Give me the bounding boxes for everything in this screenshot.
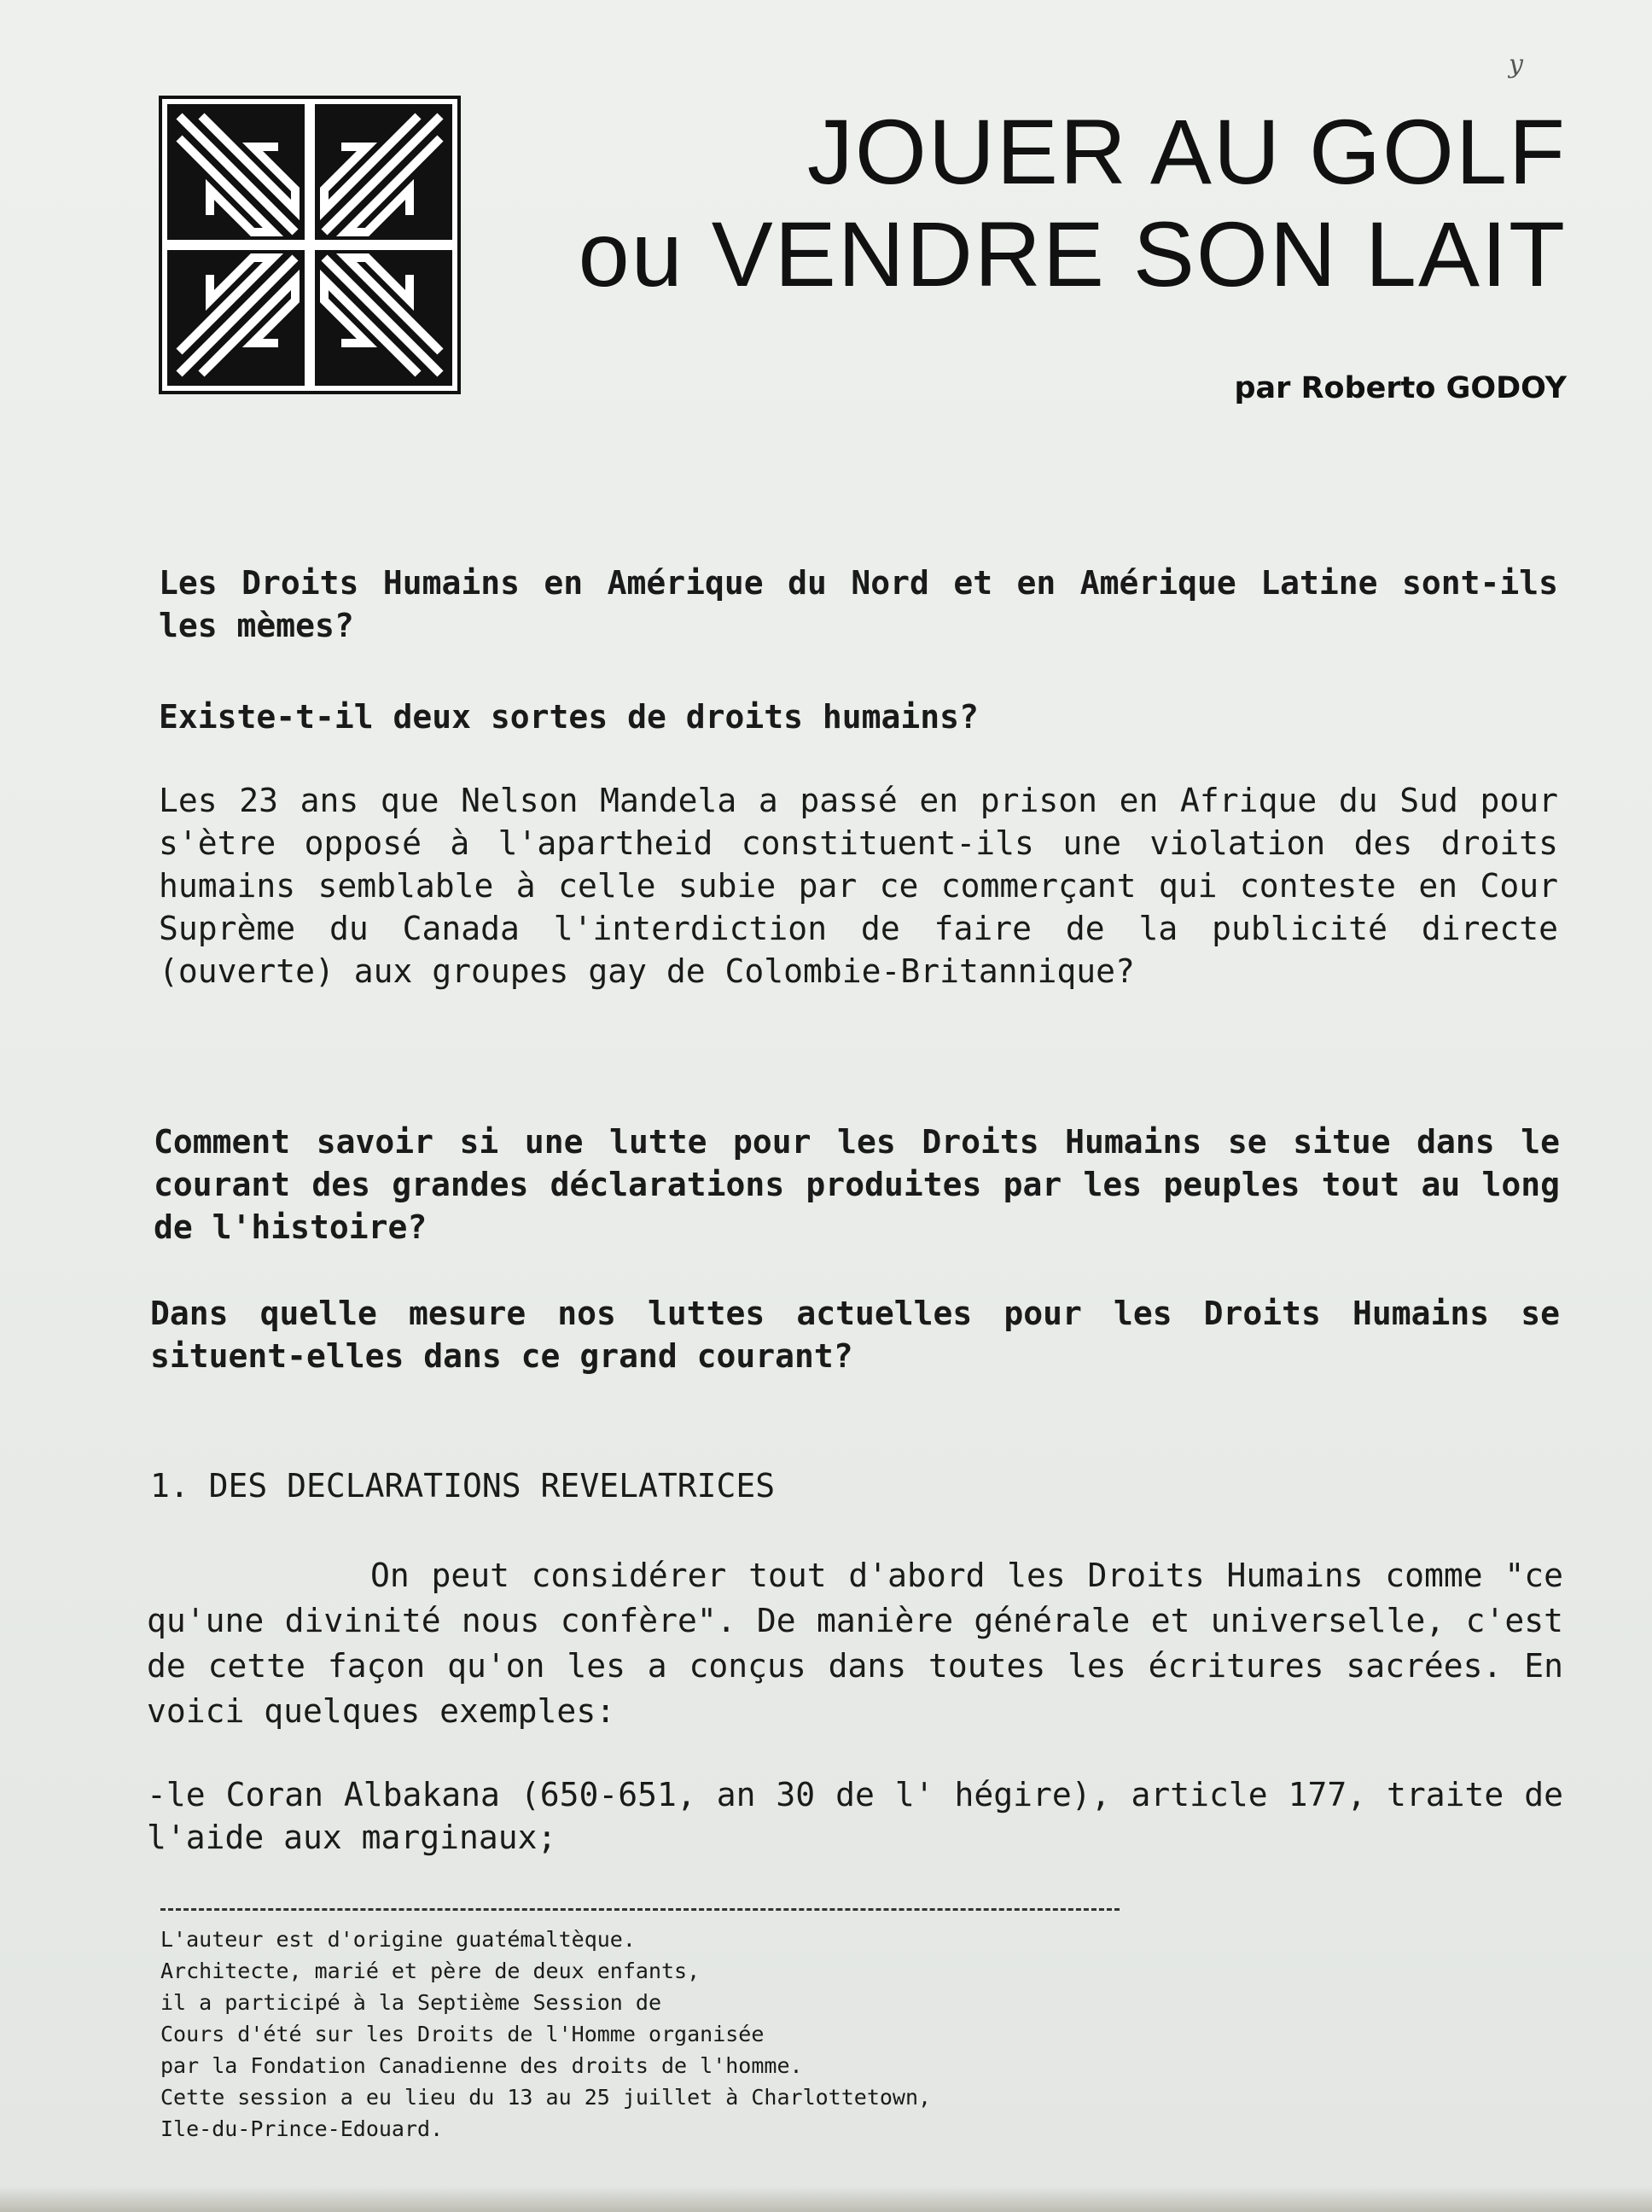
question-3: Comment savoir si une lutte pour les Droits Humains se situe dans le courant des grandes déclarations produites par les peuples tout au long de l'histoire? (154, 1123, 1560, 1246)
author-byline: par Roberto GODOY (1234, 371, 1567, 405)
author-footnote (160, 1924, 1270, 2145)
section-heading: 1. DES DECLARATIONS REVELATRICES (150, 1467, 776, 1505)
question-1: Les Droits Humains en Amérique du Nord et en Amérique Latine sont-ils les mèmes? (159, 564, 1558, 644)
footnote-line: par la Fondation Canadienne des droits de l'homme. (160, 2053, 803, 2078)
footnote-line: Cette session a eu lieu du 13 au 25 juillet à Charlottetown, (160, 2085, 932, 2110)
page-edge-shadow (0, 2186, 1652, 2212)
footnote-line: il a participé à la Septième Session de (160, 1990, 661, 2015)
footnote-line: Architecte, marié et père de deux enfants, (160, 1959, 701, 1983)
footnote-divider (160, 1908, 1120, 1911)
footnote-line: L'auteur est d'origine guatémaltèque. (160, 1927, 636, 1952)
footnote-line: Ile-du-Prince-Edouard. (160, 2116, 444, 2141)
footnote-line: Cours d'été sur les Droits de l'Homme organisée (160, 2022, 765, 2046)
celtic-knot-logo (159, 96, 461, 394)
section-body: On peut considérer tout d'abord les Droits Humains comme "ce qu'une divinité nous confère". De manière générale et universelle, c'est de cette façon qu'on les a conçus dans toutes les écritures sacrées. En voici quelques exemples: (147, 1557, 1563, 1730)
article-title (579, 101, 1567, 306)
title-line-1: JOUER AU GOLF (806, 100, 1567, 203)
page-mark: y (1509, 49, 1523, 79)
list-item: -le Coran Albakana (650-651, an 30 de l' hégire), article 177, traite de l'aide aux marginaux; (147, 1776, 1563, 1856)
intro-paragraph: Les 23 ans que Nelson Mandela a passé en prison en Afrique du Sud pour s'ètre opposé à l'apartheid constituent-ils une violation des droits humains semblable à celle subie par ce commerçant qui conteste en Cour Suprème du Canada l'interdiction de faire de la publicité directe (ouverte) aux groupes gay de Colombie-Britannique? (159, 782, 1558, 990)
question-2: Existe-t-il deux sortes de droits humains? (159, 698, 979, 736)
question-4: Dans quelle mesure nos luttes actuelles pour les Droits Humains se situent-elles dans ce grand courant? (150, 1295, 1560, 1375)
title-line-2: ou VENDRE SON LAIT (578, 202, 1567, 306)
